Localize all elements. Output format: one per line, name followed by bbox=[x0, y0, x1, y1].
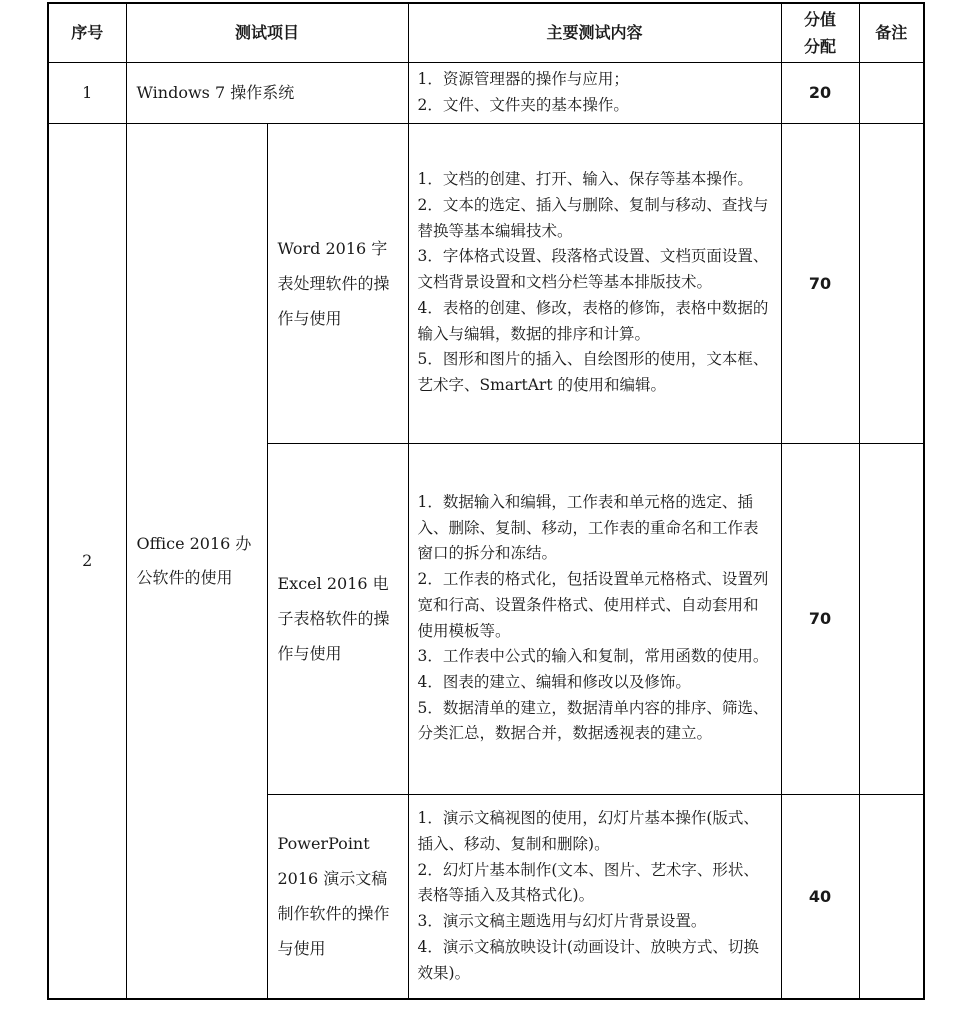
header-remark: 备注 bbox=[859, 3, 924, 62]
row1-content bbox=[408, 62, 781, 123]
row2-project: Office 2016 办公软件的使用 bbox=[126, 123, 267, 999]
word-remark bbox=[859, 123, 924, 443]
word-content-item-3: 3．字体格式设置、段落格式设置、文档页面设置、文档背景设置和文档分栏等基本排版技术。 bbox=[417, 247, 769, 292]
excel-score: 70 bbox=[781, 443, 859, 794]
header-score-line2: 分配 bbox=[804, 36, 837, 56]
header-project: 测试项目 bbox=[126, 3, 408, 62]
table-row-2-word bbox=[48, 123, 924, 443]
test-syllabus-table bbox=[47, 2, 925, 1000]
ppt-remark bbox=[859, 794, 924, 999]
header-score bbox=[781, 3, 859, 62]
ppt-content-item-1: 1．演示文稿视图的使用，幻灯片基本操作(版式、插入、移动、复制和删除)。 bbox=[417, 809, 759, 853]
word-subproject: Word 2016 字表处理软件的操作与使用 bbox=[267, 123, 408, 443]
word-content-item-1: 1．文档的创建、打开、输入、保存等基本操作。 bbox=[417, 170, 753, 189]
excel-content-item-4: 4．图表的建立、编辑和修改以及修饰。 bbox=[417, 672, 691, 691]
ppt-subproject: PowerPoint 2016 演示文稿制作软件的操作与使用 bbox=[267, 794, 408, 999]
excel-content-item-1: 1．数据输入和编辑，工作表和单元格的选定、插入、删除、复制、移动，工作表的重命名和工作表窗口的拆分和冻结。 bbox=[417, 492, 759, 563]
ppt-content-item-4: 4．演示文稿放映设计(动画设计、放映方式、切换效果)。 bbox=[417, 937, 759, 982]
word-content-item-4: 4．表格的创建、修改，表格的修饰，表格中数据的输入与编辑，数据的排序和计算。 bbox=[417, 298, 769, 343]
header-seq: 序号 bbox=[48, 3, 126, 62]
excel-remark bbox=[859, 443, 924, 794]
excel-subproject: Excel 2016 电子表格软件的操作与使用 bbox=[267, 443, 408, 794]
row1-content-item-2: 2．文件、文件夹的基本操作。 bbox=[417, 95, 629, 114]
excel-content-item-2: 2．工作表的格式化，包括设置单元格格式、设置列宽和行高、设置条件格式、使用样式、自动套用和使用模板等。 bbox=[417, 570, 769, 640]
header-row bbox=[48, 3, 924, 62]
row1-content-item-1: 1．资源管理器的操作与应用； bbox=[417, 69, 629, 88]
ppt-content bbox=[408, 794, 781, 999]
row1-remark bbox=[859, 62, 924, 123]
excel-content-item-3: 3．工作表中公式的输入和复制，常用函数的使用。 bbox=[417, 647, 769, 666]
row2-seq: 2 bbox=[48, 123, 126, 999]
ppt-content-item-2: 2．幻灯片基本制作(文本、图片、艺术字、形状、表格等插入及其格式化)。 bbox=[417, 860, 759, 905]
row1-project: Windows 7 操作系统 bbox=[126, 62, 408, 123]
word-content-item-5: 5．图形和图片的插入、自绘图形的使用，文本框、艺术字、SmartArt 的使用和编辑。 bbox=[417, 350, 769, 394]
row1-score: 20 bbox=[781, 62, 859, 123]
ppt-content-item-3: 3．演示文稿主题选用与幻灯片背景设置。 bbox=[417, 912, 707, 931]
header-score-line1: 分值 bbox=[804, 9, 837, 29]
table-row-1 bbox=[48, 62, 924, 123]
header-content: 主要测试内容 bbox=[408, 3, 781, 62]
row1-seq: 1 bbox=[48, 62, 126, 123]
word-score: 70 bbox=[781, 123, 859, 443]
excel-content-item-5: 5．数据清单的建立，数据清单内容的排序、筛选、分类汇总，数据合并，数据透视表的建立。 bbox=[417, 698, 769, 743]
ppt-score: 40 bbox=[781, 794, 859, 999]
excel-content bbox=[408, 443, 781, 794]
word-content-item-2: 2．文本的选定、插入与删除、复制与移动、查找与替换等基本编辑技术。 bbox=[417, 196, 769, 240]
syllabus-sheet bbox=[47, 2, 923, 998]
word-content bbox=[408, 123, 781, 443]
